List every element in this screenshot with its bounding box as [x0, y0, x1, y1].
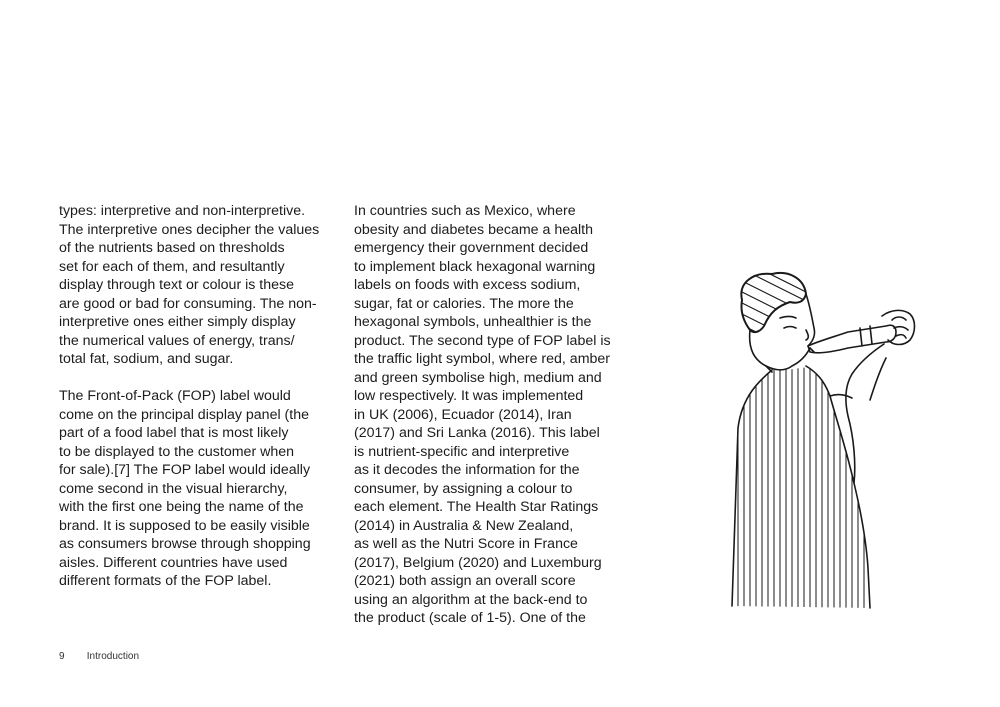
text-line: aisles. Different countries have used: [59, 554, 288, 571]
text-line: hexagonal symbols, unhealthier is the: [354, 314, 592, 330]
text-line: In countries such as Mexico, where: [354, 203, 576, 219]
text-line: to implement black hexagonal warning: [354, 258, 596, 275]
page-number: 9: [59, 651, 65, 662]
text-line: display through text or colour is these: [59, 277, 295, 293]
text-line: interpretive ones either simply display: [59, 314, 296, 330]
text-line: sugar, fat or calories. The more the: [354, 295, 574, 312]
text-line: the product (scale of 1-5). One of the: [354, 610, 586, 626]
text-line: The Front-of-Pack (FOP) label would: [59, 388, 291, 404]
text-line: different formats of the FOP label.: [59, 573, 272, 589]
left-paragraph-2: [59, 387, 319, 591]
text-line: is nutrient-specific and interpretive: [354, 443, 570, 460]
text-line: part of a food label that is most likely: [59, 425, 289, 441]
text-line: using an algorithm at the back-end to: [354, 591, 588, 608]
left-text-column: [59, 202, 319, 591]
text-line: as it decodes the information for the: [354, 462, 580, 478]
text-line: brand. It is supposed to be easily visible: [59, 517, 310, 534]
text-line: The interpretive ones decipher the values: [59, 221, 320, 238]
text-line: of the nutrients based on thresholds: [59, 240, 285, 256]
text-line: and green symbolise high, medium and: [354, 369, 602, 386]
right-text-column: [354, 202, 611, 628]
text-line: consumer, by assigning a colour to: [354, 480, 573, 497]
text-line: as consumers browse through shopping: [59, 536, 311, 552]
text-line: (2021) both assign an overall score: [354, 573, 576, 589]
text-line: come second in the visual hierarchy,: [59, 480, 288, 497]
text-line: (2014) in Australia & New Zealand,: [354, 517, 574, 534]
text-line: set for each of them, and resultantly: [59, 258, 285, 275]
paragraph-gap: [59, 369, 319, 388]
text-line: product. The second type of FOP label is: [354, 332, 611, 349]
text-line: (2017) and Sri Lanka (2016). This label: [354, 425, 600, 441]
text-line: are good or bad for consuming. The non-: [59, 295, 317, 312]
text-line: for sale).[7] The FOP label would ideally: [59, 462, 311, 478]
text-line: come on the principal display panel (the: [59, 406, 310, 423]
text-line: low respectively. It was implemented: [354, 388, 584, 404]
left-paragraph-1: [59, 202, 319, 369]
text-line: in UK (2006), Ecuador (2014), Iran: [354, 406, 572, 423]
text-line: total fat, sodium, and sugar.: [59, 351, 234, 367]
text-line: (2017), Belgium (2020) and Luxemburg: [354, 554, 602, 571]
text-line: obesity and diabetes became a health: [354, 221, 593, 238]
text-line: to be displayed to the customer when: [59, 443, 295, 460]
section-name: Introduction: [86, 651, 140, 662]
text-line: as well as the Nutri Score in France: [354, 536, 578, 552]
man-drinking-from-bottle-illustration: [720, 268, 930, 613]
text-line: the traffic light symbol, where red, amber: [354, 351, 611, 367]
page-footer: [59, 651, 139, 662]
text-line: emergency their government decided: [354, 240, 589, 256]
text-line: the numerical values of energy, trans/: [59, 332, 295, 349]
text-line: labels on foods with excess sodium,: [354, 277, 581, 293]
text-line: types: interpretive and non-interpretive.: [59, 203, 306, 219]
text-line: each element. The Health Star Ratings: [354, 499, 599, 515]
right-paragraph-1: [354, 202, 611, 628]
text-line: with the first one being the name of the: [59, 499, 304, 515]
